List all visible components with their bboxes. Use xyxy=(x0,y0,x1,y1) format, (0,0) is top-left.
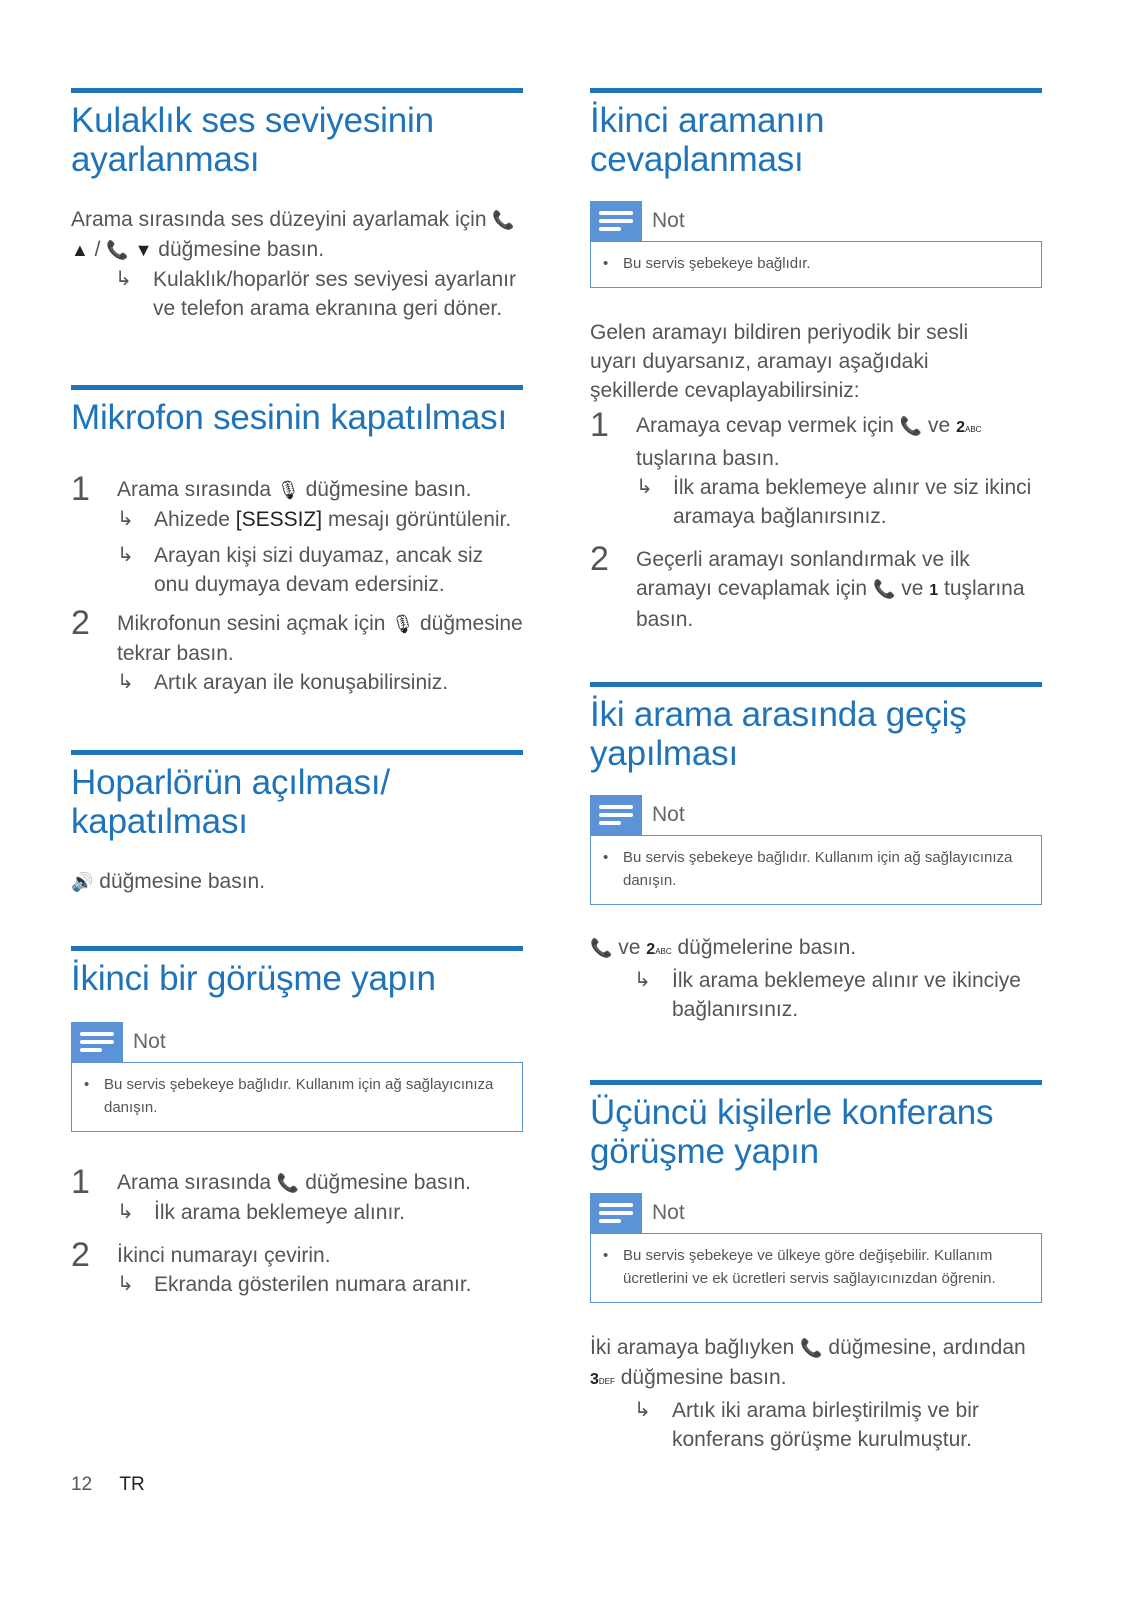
note-label: Not xyxy=(652,1201,685,1224)
result-line: ↳ Artık iki arama birleştirilmiş ve bir konferans görüşme kurulmuştur. xyxy=(590,1396,1042,1454)
key-2-icon: 2ABC xyxy=(956,419,982,436)
note-header xyxy=(590,795,1042,835)
note-label: Not xyxy=(133,1029,166,1053)
step-2: 2 Geçerli aramayı sonlandırmak ve ilk aramayı cevaplamak için 📞 ve 1 tuşlarına basın. xyxy=(590,540,1025,631)
mute-icon: 🎙 xyxy=(391,613,415,634)
note-header xyxy=(590,1193,1042,1233)
step-number: 1 xyxy=(71,1162,90,1201)
section-body: Gelen aramayı bildiren periyodik bir sesli uyarı duyarsanız, aramayı aşağıdaki şekillerde cevaplayabilirsiniz: xyxy=(590,321,969,402)
phone-r-icon: 📞 xyxy=(590,937,613,958)
step-number: 2 xyxy=(71,603,90,642)
section-answer-second-call xyxy=(590,88,1042,634)
arrow-icon: ↳ xyxy=(117,543,134,566)
speaker-icon: 🔊 xyxy=(71,871,94,892)
section-rule xyxy=(71,88,523,93)
note-header xyxy=(590,201,1042,241)
page-footer xyxy=(71,1474,145,1496)
section-title: Hoparlörün açılması/ kapatılması xyxy=(71,762,390,841)
section-rule xyxy=(590,88,1042,93)
section-body: İki aramaya bağlıyken 📞 düğmesine, ardından 3DEF düğmesine basın. xyxy=(590,1333,1042,1396)
arrow-icon: ↳ xyxy=(117,1200,134,1223)
note-box: • Bu servis şebekeye bağlıdır. Kullanım için ağ sağlayıcınıza danışın. xyxy=(590,835,1042,905)
section-title: Üçüncü kişilerle konferans görüşme yapın xyxy=(590,1093,994,1171)
phone-r-icon: 📞 xyxy=(899,415,923,436)
result-line: ↳ İlk arama beklemeye alınır. xyxy=(117,1198,523,1227)
section-title: İkinci aramanın cevaplanması xyxy=(590,101,825,179)
section-speaker xyxy=(71,750,523,897)
phone-r-icon: 📞 xyxy=(800,1337,823,1358)
note-block xyxy=(590,1193,1042,1303)
step-number: 2 xyxy=(71,1235,90,1274)
result-line: ↳ Artık arayan ile konuşabilirsiniz. xyxy=(117,668,523,697)
right-column xyxy=(590,88,1042,1454)
mute-icon: 🎙 xyxy=(276,479,300,500)
step-number: 1 xyxy=(71,469,90,508)
phone-r-icon: 📞 xyxy=(276,1172,300,1193)
note-box: • Bu servis şebekeye bağlıdır. xyxy=(590,241,1042,288)
page-number: 12 xyxy=(71,1474,93,1495)
key-1-icon: 1 xyxy=(929,582,939,599)
note-box: • Bu servis şebekeye bağlıdır. Kullanım için ağ sağlayıcınıza danışın. xyxy=(71,1062,523,1132)
result-line: ↳ Arayan kişi sizi duyamaz, ancak siz onu duymaya devam edersiniz. xyxy=(117,541,523,599)
note-block xyxy=(590,795,1042,905)
note-block xyxy=(590,201,1042,288)
note-block xyxy=(71,1022,523,1132)
arrow-icon: ↳ xyxy=(115,267,132,290)
result-line: ↳ İlk arama beklemeye alınır ve ikinciye bağlanırsınız. xyxy=(590,966,1042,1024)
arrow-icon: ↳ xyxy=(634,969,651,991)
down-triangle-icon: ▼ xyxy=(134,239,153,260)
section-conference xyxy=(590,1080,1042,1454)
step-number: 2 xyxy=(590,540,609,578)
section-title: Mikrofon sesinin kapatılması xyxy=(71,397,507,437)
language-code: TR xyxy=(119,1474,145,1495)
note-label: Not xyxy=(652,803,685,826)
section-rule xyxy=(71,385,523,390)
section-rule xyxy=(590,682,1042,687)
section-second-call xyxy=(71,946,523,1299)
note-icon xyxy=(71,1022,123,1062)
section-mute xyxy=(71,385,523,697)
section-title: Kulaklık ses seviyesinin ayarlanması xyxy=(71,101,434,179)
result-line: ↳ Ahizede [SESSIZ] mesajı görüntülenir. xyxy=(117,505,523,534)
arrow-icon: ↳ xyxy=(117,507,134,530)
note-header xyxy=(71,1022,523,1062)
section-body: Arama sırasında ses düzeyini ayarlamak için 📞 ▲ / 📞 ▼ düğmesine basın. xyxy=(71,205,523,265)
note-icon xyxy=(590,201,642,241)
key-2-icon: 2ABC xyxy=(646,941,672,958)
left-column xyxy=(71,88,523,1299)
arrow-icon: ↳ xyxy=(634,1398,651,1421)
section-switch-calls xyxy=(590,682,1042,1024)
section-rule xyxy=(590,1080,1042,1085)
result-line: ↳ Ekranda gösterilen numara aranır. xyxy=(117,1270,523,1299)
section-title: İki arama arasında geçiş yapılması xyxy=(590,695,967,773)
section-body: 📞 ve 2ABC düğmelerine basın. xyxy=(590,933,1042,966)
bullet: • xyxy=(603,849,609,866)
volume-phone-icon: 📞 xyxy=(492,209,515,230)
note-icon xyxy=(590,1193,642,1233)
step-number: 1 xyxy=(590,406,609,444)
section-rule xyxy=(71,750,523,755)
volume-phone-icon: 📞 xyxy=(106,239,129,260)
step-1: 1 Arama sırasında 🎙 düğmesine basın. ↳ Ahizede [SESSIZ] mesajı görüntülenir. ↳ Arayan kişi sizi duyamaz, ancak siz onu duymaya devam edersiniz. xyxy=(71,475,523,599)
result-line: ↳ İlk arama beklemeye alınır ve siz ikinci aramaya bağlanırsınız. xyxy=(636,473,1042,531)
section-headset-volume xyxy=(71,88,523,323)
phone-r-icon: 📞 xyxy=(872,578,896,599)
arrow-icon: ↳ xyxy=(117,670,134,693)
arrow-icon: ↳ xyxy=(117,1272,134,1295)
bullet: • xyxy=(603,255,609,272)
section-body: 🔊 düğmesine basın. xyxy=(71,867,523,897)
key-3-icon: 3DEF xyxy=(590,1370,615,1388)
note-icon xyxy=(590,795,642,835)
step-2: 2 İkinci numarayı çevirin. ↳ Ekranda gösterilen numara aranır. xyxy=(71,1241,523,1299)
up-triangle-icon: ▲ xyxy=(71,239,89,260)
bullet: • xyxy=(84,1075,90,1093)
step-1: 1 Arama sırasında 📞 düğmesine basın. ↳ İlk arama beklemeye alınır. xyxy=(71,1168,523,1227)
bullet: • xyxy=(603,1247,609,1264)
section-title: İkinci bir görüşme yapın xyxy=(71,958,436,998)
note-box: • Bu servis şebekeye ve ülkeye göre değişebilir. Kullanım ücretlerini ve ek ücretleri servis sağlayıcınızdan öğrenin. xyxy=(590,1233,1042,1303)
step-1: 1 Aramaya cevap vermek için 📞 ve 2ABC tuşlarına basın. ↳ İlk arama beklemeye alınır ve siz ikinci aramaya bağlanırsınız. xyxy=(590,411,1042,531)
arrow-icon: ↳ xyxy=(636,476,653,498)
result-line: ↳ Kulaklık/hoparlör ses seviyesi ayarlanır ve telefon arama ekranına geri döner. xyxy=(71,265,523,323)
section-rule xyxy=(71,946,523,951)
note-label: Not xyxy=(652,209,685,232)
step-2: 2 Mikrofonun sesini açmak için 🎙 düğmesine tekrar basın. ↳ Artık arayan ile konuşabilirsiniz. xyxy=(71,609,523,697)
